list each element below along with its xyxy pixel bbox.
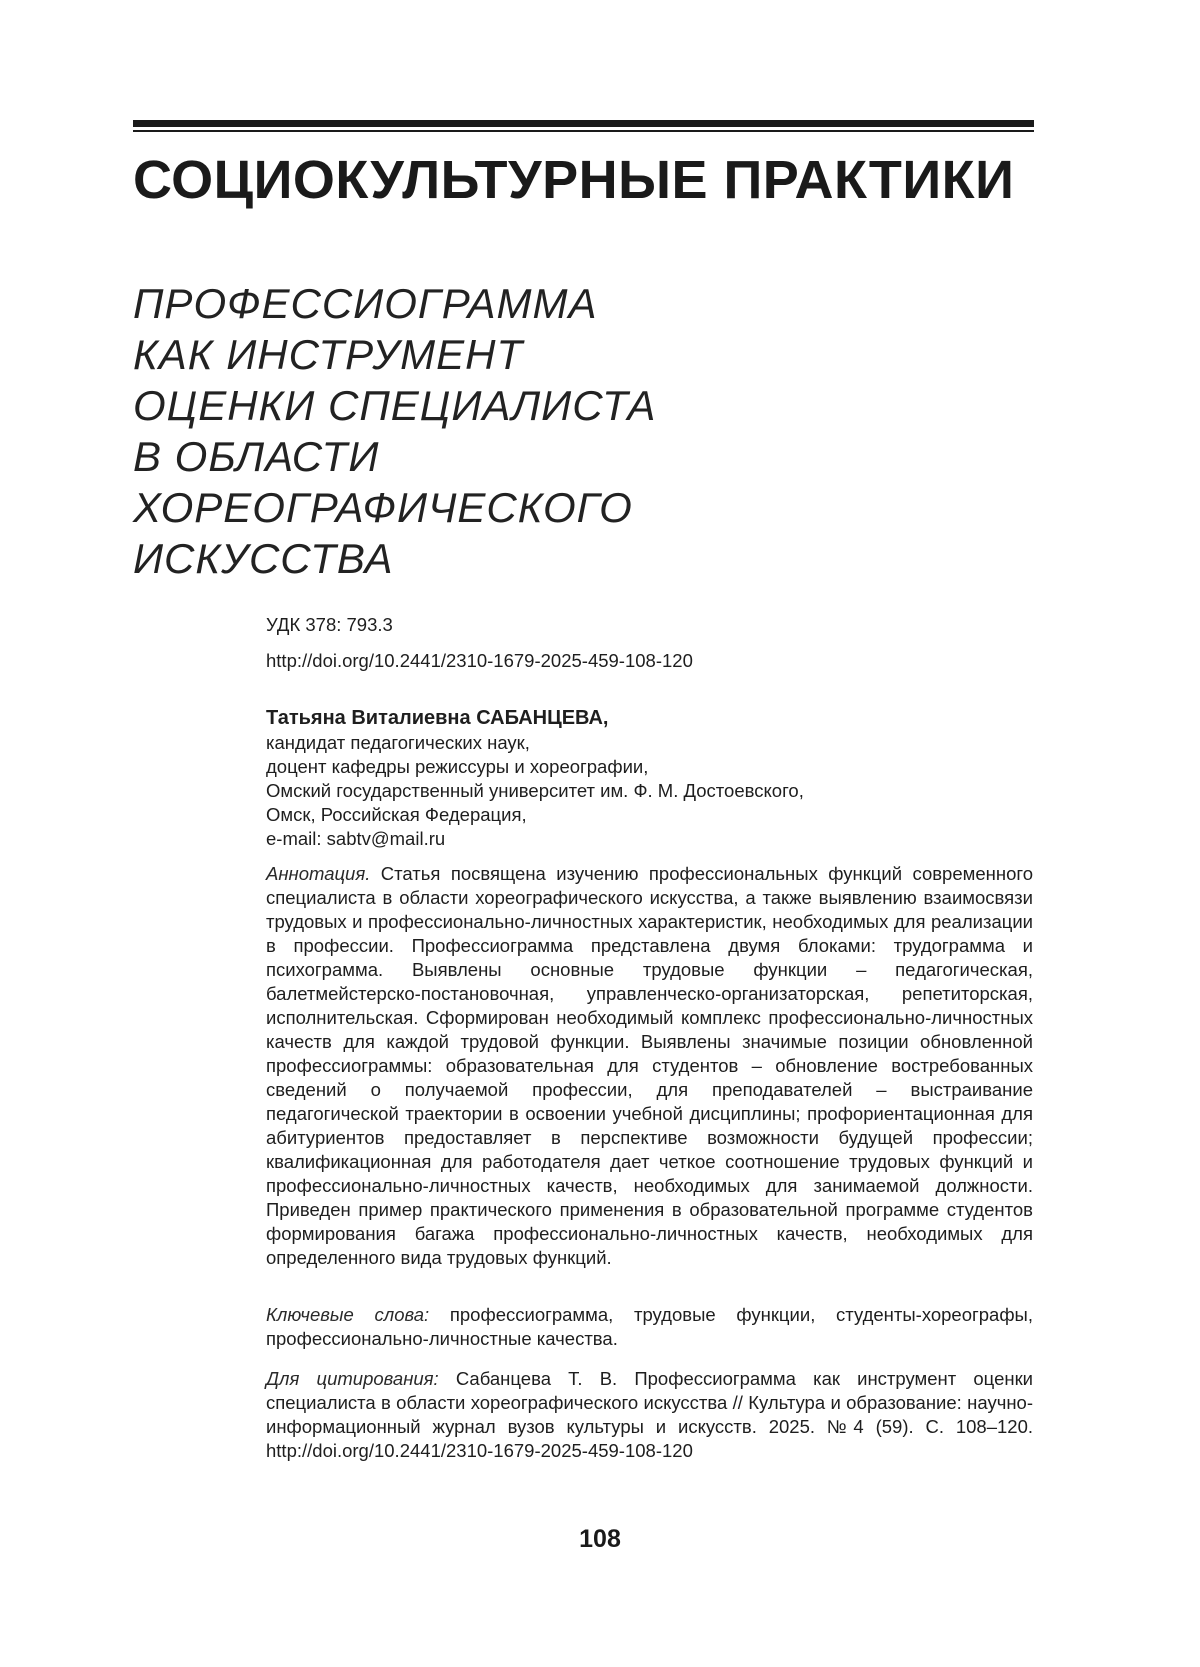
keywords-text: профессиограмма, трудовые функции, студенты-хореографы, профессионально-личностные качества. — [266, 1304, 1033, 1349]
author-position: доцент кафедры режиссуры и хореографии, — [266, 756, 649, 777]
keywords-label: Ключевые слова: — [266, 1304, 450, 1325]
author-info — [266, 705, 1033, 851]
citation-label: Для цитирования: — [266, 1368, 456, 1389]
author-email[interactable]: e-mail: sabtv@mail.ru — [266, 828, 446, 849]
abstract — [266, 862, 1033, 1270]
article-title-line: ИСКУССТВА — [133, 535, 394, 582]
article-title-line: ПРОФЕССИОГРАММА — [133, 280, 598, 327]
header-rule-thin — [133, 130, 1034, 132]
author-location: Омск, Российская Федерация, — [266, 804, 527, 825]
article-title — [133, 278, 893, 584]
section-title: СОЦИОКУЛЬТУРНЫЕ ПРАКТИКИ — [133, 150, 1015, 210]
header-rule-thick — [133, 120, 1034, 127]
keywords — [266, 1303, 1033, 1351]
citation-text: Сабанцева Т. В. Профессиограмма как инструмент оценки специалиста в области хореографического искусства // Культура и образование: научно-информационный журнал вузов культуры и искусств. 2025. №4 (59). С. 108–120. http://doi.org/10.2441/2310-1679-2025-459-108-120 — [266, 1368, 1033, 1461]
article-title-line: ХОРЕОГРАФИЧЕСКОГО — [133, 484, 633, 531]
article-title-line: В ОБЛАСТИ — [133, 433, 380, 480]
page-number: 108 — [579, 1525, 621, 1553]
author-name: Татьяна Виталиевна САБАНЦЕВА, — [266, 707, 609, 729]
author-university: Омский государственный университет им. Ф. М. Достоевского, — [266, 780, 804, 801]
article-title-line: ОЦЕНКИ СПЕЦИАЛИСТА — [133, 382, 657, 429]
abstract-label: Аннотация. — [266, 863, 381, 884]
citation — [266, 1367, 1033, 1463]
author-degree: кандидат педагогических наук, — [266, 732, 530, 753]
author-details — [266, 731, 1033, 851]
doi-link[interactable]: http://doi.org/10.2441/2310-1679-2025-459-108-120 — [266, 650, 693, 671]
abstract-text: Статья посвящена изучению профессиональных функций современного специалиста в области хореографического искусства, а также выявлению взаимосвязи трудовых и профессионально-личностных характеристик, необходимых для реализации в профессии. Профессиограмма представлена двумя блоками: трудограмма и психограмма. Выявлены основные трудовые функции – педагогическая, балетмейстерско-постановочная, управленческо-организаторская, репетиторская, исполнительская. Сформирован необходимый комплекс профессионально-личностных качеств для каждой трудовой функции. Выявлены значимые позиции обновленной профессиограммы: образовательная для студентов – обновление востребованных сведений о получаемой профессии, для преподавателей – выстраивание педагогической траектории в освоении учебной дисциплины; профориентационная для абитуриентов предоставляет в перспективе возможности будущей профессии; квалификационная для работодателя дает четкое соотношение трудовых функций и профессионально-личностных качеств, необходимых для занимаемой должности. Приведен пример практического применения в образовательной программе студентов формирования багажа профессионально-личностных качеств, необходимых для определенного вида трудовых функций. — [266, 863, 1033, 1268]
article-title-line: КАК ИНСТРУМЕНТ — [133, 331, 524, 378]
udk-code: УДК 378: 793.3 — [266, 614, 393, 635]
